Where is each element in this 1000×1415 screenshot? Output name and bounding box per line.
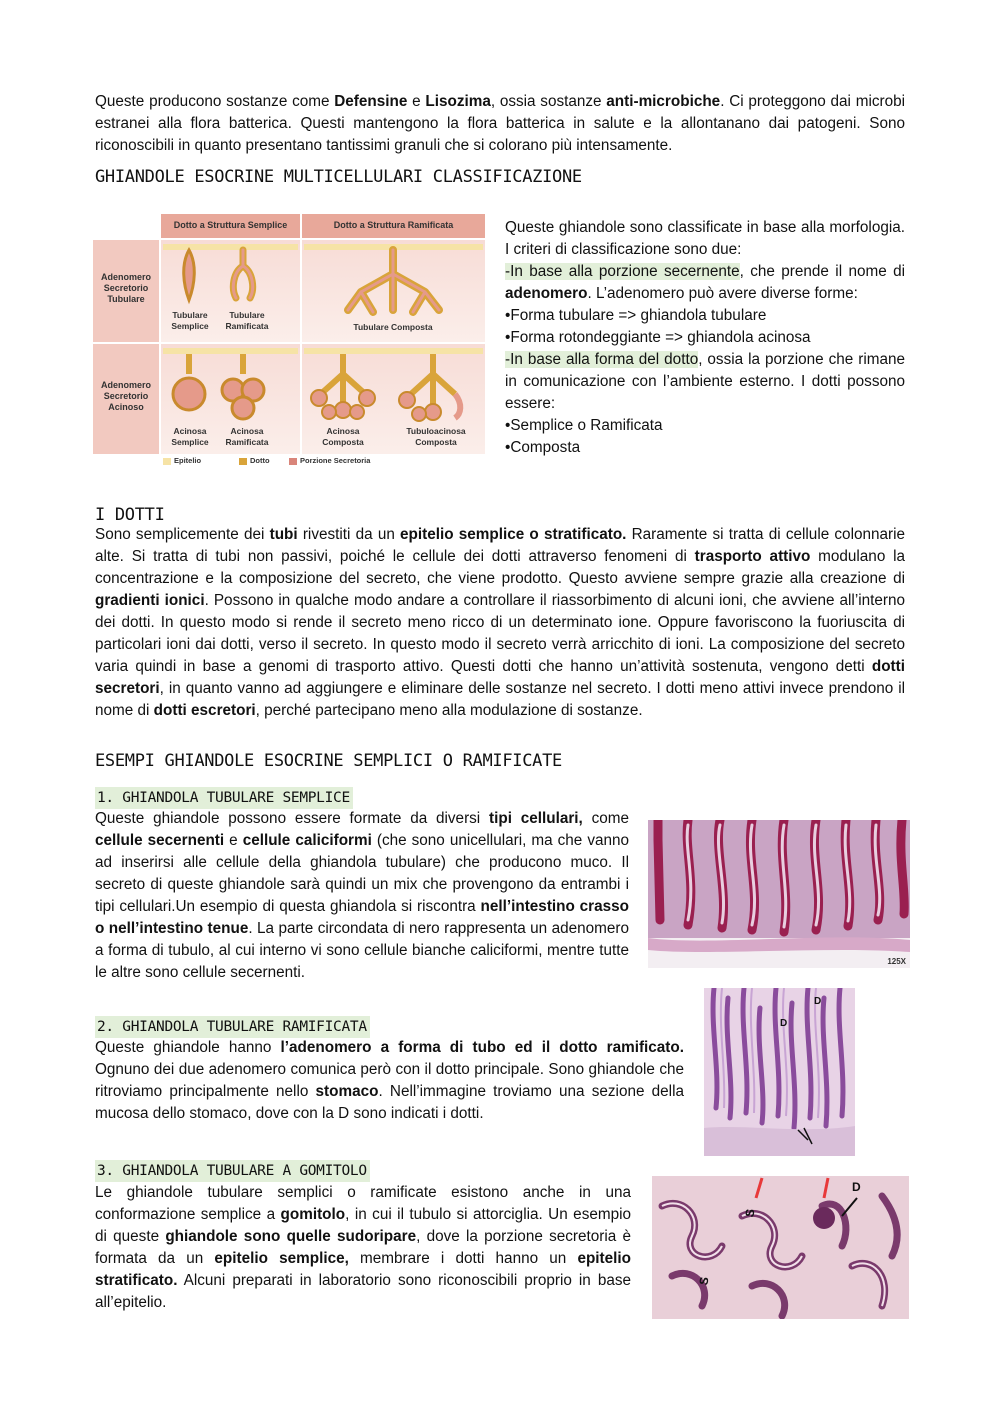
tubulare-gomitolo-paragraph	[95, 1182, 631, 1314]
dotti-text: rivestiti da un	[297, 526, 401, 543]
term-epitelio-semplice: epitelio semplice,	[214, 1250, 349, 1267]
magnification-label: 125X	[887, 957, 906, 966]
bullet-tubulare: •Forma tubulare => ghiandola tubulare	[505, 307, 767, 324]
subheading-tubulare-semplice: 1. GHIANDOLA TUBULARE SEMPLICE	[95, 787, 353, 809]
dotti-text: modulano la concentrazione e la composizione del secreto, che viene prodotto. Questo avviene sempre grazie alla creazione di	[95, 548, 906, 587]
bullet-semplice: •Semplice o Ramificata	[505, 417, 663, 434]
intro-text: , ossia sostanze	[490, 93, 607, 110]
term-gradienti-ionici: gradienti ionici	[95, 592, 205, 609]
para-text: membrare i dotti hanno un	[348, 1250, 578, 1267]
term-gomitolo: gomitolo	[280, 1206, 346, 1223]
dotti-paragraph	[95, 524, 905, 722]
para-text: , dove la porzione secretoria è formata da un	[95, 1228, 631, 1267]
label-acinosa-composta: Acinosa Composta	[322, 426, 364, 447]
section-title-esempi: ESEMPI GHIANDOLE ESOCRINE SEMPLICI O RAMIFICATE	[95, 751, 562, 771]
section-title-classificazione: GHIANDOLE ESOCRINE MULTICELLULARI CLASSIFICAZIONE	[95, 167, 582, 187]
para-text: . Nell’immagine troviamo una sezione della mucosa dello stomaco, dove con la D sono indicati i dotti.	[95, 1083, 684, 1122]
para-text: Queste ghiandole possono essere formate da diversi	[95, 810, 489, 827]
term-defensine: Defensine	[334, 93, 408, 110]
para-text: Queste ghiandole hanno	[95, 1039, 281, 1056]
term-lisozima: Lisozima	[425, 93, 491, 110]
duct-label-d: D	[852, 1180, 861, 1194]
term-cellule-caliciformi: cellule caliciformi	[242, 832, 372, 849]
para-text: Ognuno dei due adenomero comunica però con il dotto principale. Sono ghiandole che ritroviamo principalmente nello	[95, 1061, 684, 1100]
label-tubulare-ramificata: Tubulare Ramificata	[225, 310, 269, 331]
subheading-tubulare-ramificata: 2. GHIANDOLA TUBULARE RAMIFICATA	[95, 1016, 370, 1038]
row-head-acinoso: Adenomero Secretorio Acinoso	[100, 380, 151, 412]
legend-epitelio: Epitelio	[174, 456, 202, 465]
para-text: Le ghiandole tubulare semplici o ramificate esistono anche in una conformazione semplice a	[95, 1184, 631, 1223]
label-tubulare-composta: Tubulare Composta	[353, 322, 433, 332]
histology-image-sweat-gland	[652, 1176, 909, 1319]
col-head-semplice: Dotto a Struttura Semplice	[173, 220, 288, 230]
subheading-tubulare-gomitolo: 3. GHIANDOLA TUBULARE A GOMITOLO	[95, 1160, 370, 1182]
term-cellule-secernenti: cellule secernenti	[95, 832, 225, 849]
sweat-gland-histology-drawing	[652, 1176, 909, 1319]
secretory-label-s-2: S	[696, 1275, 712, 1287]
criterion-1	[505, 261, 905, 305]
term-tipi-cellulari: tipi cellulari,	[489, 810, 583, 827]
duct-label-d-1: D	[780, 1018, 788, 1029]
histology-image-intestine	[648, 820, 910, 968]
bullet-acinosa: •Forma rotondeggiante => ghiandola acinosa	[505, 329, 811, 346]
criterion-1-highlight: -In base alla porzione secernente	[505, 263, 740, 280]
side-intro: Queste ghiandole sono classificate in base alla morfologia. I criteri di classificazione sono due:	[505, 219, 905, 258]
legend-dotto: Dotto	[250, 456, 270, 465]
para-text: e	[224, 832, 243, 849]
para-text: , in cui il tubulo si attorciglia. Un esempio di queste	[95, 1206, 632, 1245]
dotti-text: Sono semplicemente dei	[95, 526, 270, 543]
tubulare-ramificata-paragraph	[95, 1037, 684, 1125]
legend-porzione-secretoria: Porzione Secretoria	[300, 456, 371, 465]
term-epitelio-stratificato: epitelio stratificato.	[95, 1250, 631, 1289]
term-epitelio: epitelio semplice o stratificato.	[400, 526, 627, 543]
criterion-2-text: , ossia la porzione che rimane in comunicazione con l’ambiente esterno. I dotti possono essere:	[505, 351, 905, 412]
intro-text: . Ci proteggono dai microbi estranei alla flora batterica. Questi mantengono la flora batterica in salute e la allontanano dai patogeni. Sono riconoscibili in quanto presentano tantissimi granuli che si colorano più intensamente.	[95, 93, 906, 154]
section-title-dotti: I DOTTI	[95, 505, 165, 525]
dotti-text: Raramente si tratta di cellule colonnarie alte. Si tratta di tubi non passivi, poiché le cellule dei dotti attraverso fenomeni di	[95, 526, 905, 565]
secretory-label-s-1: S	[742, 1207, 758, 1219]
para-text: (che sono unicellulari, ma che vanno ad inserirsi alle cellule della ghiandola tubulare) che producono muco. Il secreto di queste ghiandole sarà quindi un mix che provengono da entrambi i tipi cellulari.Un esempio di questa ghiandola si riscontra	[95, 832, 629, 915]
intro-text: e	[407, 93, 426, 110]
stomach-histology-drawing	[704, 988, 855, 1156]
term-adenomero-tubo: l’adenomero a forma di tubo ed il dotto ramificato.	[280, 1039, 684, 1056]
label-acinosa-semplice: Acinosa Semplice	[171, 426, 209, 447]
term-dotti-secretori: dotti secretori	[95, 658, 905, 697]
row-head-tubulare: Adenomero Secretorio Tubulare	[100, 272, 151, 304]
para-text: come	[582, 810, 629, 827]
intestine-histology-drawing	[648, 820, 910, 968]
criterion-1-text: , che prende il nome di	[739, 263, 905, 280]
term-tubi: tubi	[269, 526, 298, 543]
label-tubulare-semplice: Tubulare Semplice	[171, 310, 209, 331]
classification-figure	[93, 214, 485, 468]
histology-image-stomach	[704, 988, 855, 1156]
term-dotti-escretori: dotti escretori	[153, 702, 256, 719]
classification-text	[505, 217, 905, 459]
label-acinosa-ramificata: Acinosa Ramificata	[225, 426, 269, 447]
dotti-text: , in quanto vanno ad aggiungere e eliminare delle sostanze nel secreto. I dotti meno attivi invece prendono il nome di	[95, 680, 905, 719]
term-adenomero: adenomero	[505, 285, 588, 302]
criterion-2	[505, 349, 905, 415]
term-sudoripare: ghiandole sono quelle sudoripare	[165, 1228, 417, 1245]
dotti-text: . Possono in qualche modo andare a controllare il riassorbimento di alcuni ioni, che avviene all’interno dei dotti. In questo modo si rende il secreto meno ricco di un determinato ione. Oppure favoriscono la fuoriuscita di particolari ioni dai dotti, verso il secreto. In questo modo il secreto verrà arricchito di ioni. La composizione del secreto varia quindi in base a genomi di trasporto attivo. Questi dotti che hanno un’attività sostenuta, vengono detti	[95, 592, 905, 675]
duct-label-d-2: D	[814, 996, 822, 1007]
dotti-text: , perché partecipano meno alla modulazione di sostanze.	[255, 702, 643, 719]
criterion-2-highlight: -In base alla forma del dotto	[505, 351, 699, 368]
term-trasporto-attivo: trasporto attivo	[694, 548, 811, 565]
term-stomaco: stomaco	[315, 1083, 379, 1100]
term-antimicrobiche: anti-microbiche	[606, 93, 721, 110]
para-text: Alcuni preparati in laboratorio sono riconoscibili proprio in base all’epitelio.	[95, 1272, 631, 1311]
col-head-ramificata: Dotto a Struttura Ramificata	[333, 220, 454, 230]
para-text: . La parte circondata di nero rappresenta un adenomero a forma di tubulo, al cui interno vi sono cellule bianche caliciformi, mentre tutte le altre sono cellule secernenti.	[95, 920, 629, 981]
intro-paragraph	[95, 91, 905, 157]
criterion-1-text-end: . L’adenomero può avere diverse forme:	[587, 285, 858, 302]
term-intestino: nell’intestino crasso o nell’intestino tenue	[95, 898, 630, 937]
bullet-composta: •Composta	[505, 439, 581, 456]
tubulare-semplice-paragraph	[95, 808, 629, 984]
intro-text: Queste producono sostanze come	[95, 93, 335, 110]
label-tubuloacinosa-composta: Tubuloacinosa Composta	[406, 426, 466, 447]
